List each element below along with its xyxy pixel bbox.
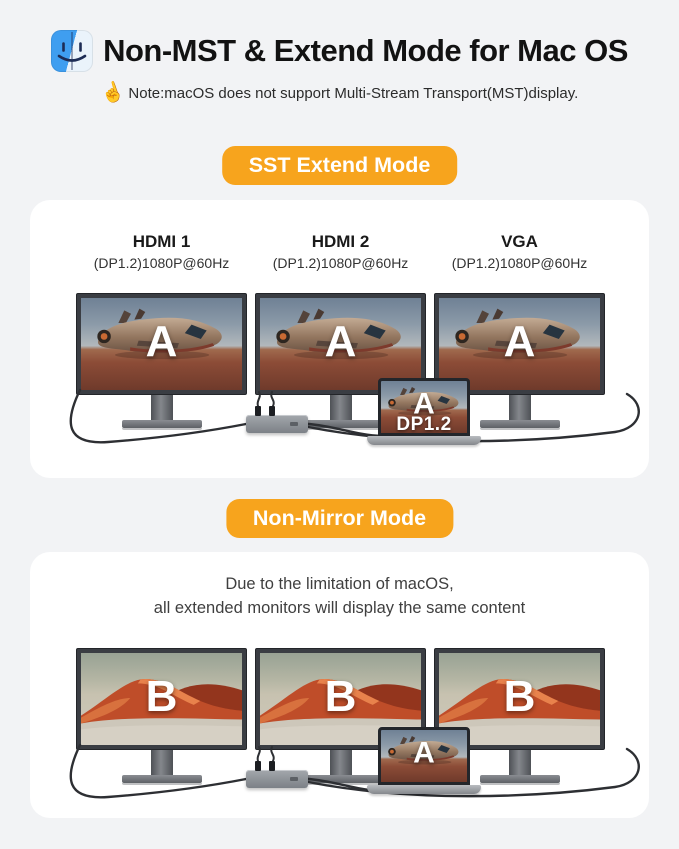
- screen-letter: B: [503, 672, 536, 722]
- screen-letter: A: [324, 317, 357, 367]
- monitor-stand: [509, 750, 531, 775]
- badge-sst-extend-mode: SST Extend Mode: [222, 146, 458, 185]
- usb-c-hub-device: [246, 770, 308, 788]
- laptop-base: [367, 785, 481, 794]
- screen-letter: A: [145, 317, 178, 367]
- monitor-1: [76, 648, 247, 783]
- port-spec: (DP1.2)1080P@60Hz: [451, 255, 588, 271]
- finder-icon: [51, 30, 93, 72]
- label-hdmi2: [255, 232, 426, 271]
- monitor-stand: [330, 750, 352, 775]
- sst-extend-card: [30, 200, 649, 478]
- monitor-screen: [439, 298, 600, 390]
- label-vga: [434, 232, 605, 271]
- monitor-base: [122, 420, 202, 428]
- monitor-frame: [76, 648, 247, 750]
- monitor-frame: [76, 293, 247, 395]
- screen-letter: B: [324, 672, 357, 722]
- note-text: Note:macOS does not support Multi-Stream Transport(MST)display.: [128, 85, 579, 102]
- limitation-description: [30, 573, 649, 621]
- monitor-screen: [81, 298, 242, 390]
- laptop-screen: [378, 727, 470, 785]
- hdmi-plug-icon: [269, 761, 275, 771]
- non-mirror-card: [30, 552, 649, 818]
- note-row: [0, 79, 679, 108]
- monitor-stand: [151, 395, 173, 420]
- port-name: HDMI 1: [132, 232, 191, 251]
- hdmi-plug-icon: [255, 761, 261, 771]
- monitor-stand: [509, 395, 531, 420]
- port-name: HDMI 2: [311, 232, 370, 251]
- page-title: Non-MST & Extend Mode for Mac OS: [103, 33, 628, 68]
- monitor-base: [301, 420, 381, 428]
- monitor-screen: [81, 653, 242, 745]
- hub-port: [290, 422, 298, 426]
- hdmi-plug-icon: [269, 406, 275, 416]
- port-name: VGA: [501, 232, 538, 251]
- laptop: [378, 727, 470, 794]
- laptop-base: [367, 436, 481, 445]
- tap-hand-icon: ☝: [98, 79, 128, 108]
- usb-c-hub-device: [246, 415, 308, 433]
- monitor-base: [301, 775, 381, 783]
- laptop-screen-letter: A: [413, 387, 435, 421]
- mirror-monitor-stage: [30, 648, 649, 813]
- badge-non-mirror-mode: Non-Mirror Mode: [226, 499, 453, 538]
- screen-letter: A: [503, 317, 536, 367]
- hub-port: [290, 777, 298, 781]
- monitor-stand: [151, 750, 173, 775]
- laptop-screen-letter: A: [413, 736, 435, 770]
- header: [0, 30, 679, 72]
- label-hdmi1: [76, 232, 247, 271]
- laptop-screen: [378, 378, 470, 436]
- screen-letter: B: [145, 672, 178, 722]
- description-line-2: all extended monitors will display the same content: [153, 598, 526, 617]
- monitor-screen: [260, 298, 421, 390]
- monitor-base: [122, 775, 202, 783]
- sst-monitor-stage: [30, 293, 649, 473]
- monitor-hdmi1: [76, 293, 247, 428]
- monitor-base: [480, 775, 560, 783]
- hdmi-plug-icon: [255, 406, 261, 416]
- monitor-stand: [330, 395, 352, 420]
- description-line-1: Due to the limitation of macOS,: [225, 575, 454, 593]
- port-spec: (DP1.2)1080P@60Hz: [93, 255, 230, 271]
- port-spec: (DP1.2)1080P@60Hz: [272, 255, 409, 271]
- laptop-port-label: DP1.2: [396, 414, 452, 435]
- laptop: [378, 378, 470, 445]
- monitor-base: [480, 420, 560, 428]
